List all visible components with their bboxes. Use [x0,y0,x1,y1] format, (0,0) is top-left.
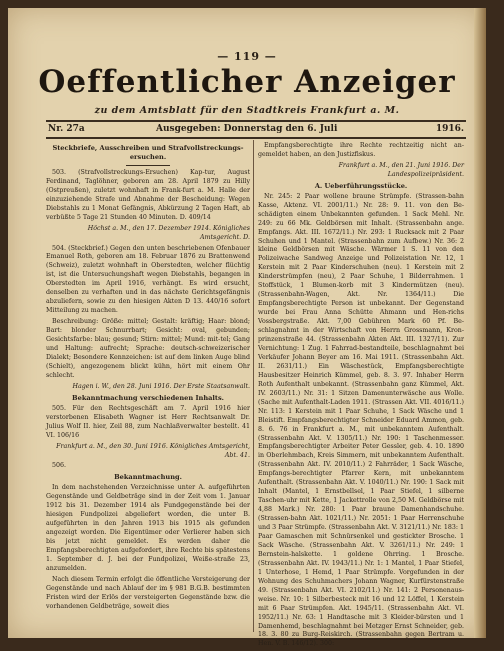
notice-506-number: 506. [52,462,67,470]
issue-number: Nr. 27a [48,124,85,134]
left-column [46,142,250,614]
found-items-list: Nr. 245: 2 Paar wollene braune Strümpfe. (Strassen-bahn Kasse, Aktenz. VI. 2001/11.) Nr. 28: 9. 11. von den Be-schädigten einem Unbekannten gefunden. 1 Sack Mehl. Nr. 249: zu 66 Mk. Geldbörsen mit Inhalt. (Strassenbahn ange. Empfangs. Akt. III. 1672/11.) Nr. 293: 1 Rucksack mit 2 Paar Schuhen und 1 Mantel. (Strassenbahn zum Aufbew.) Nr. 36: 2 kleine Geldbörsen mit Wäsche. Wärmer 1 S. 11 von den Polizeiwache Sandweg Anzeige und Polizeistation Nr. 12, 1 Kerstein mit 2 Paar Kinderschuhen (neu). 1 Kerstein mit 2 Kinderstrümpfen (neu), 2 Paar Schuhe, 1 Bilderrahmen. 1 Stoffstück, 1 Blumen-korb mit 3 Kindermützen (neu). (Strassenbahn-Wagen, Akt. Nr. 1364/11.) Die Empfangsberechtigte Person ist unbekannt. Der Gegenstand wurde bei Frau Anna Schütte Ahmann und Hen-richs Vossbergstraße. Akt. 7,00 Gebühren Mark 60 Pf. Be-schlagnahmt in der Wirtschaft von Herrn Grossmann, Kron-prinzenstraße 44. (Strassenbahn Akten Akt. III. 1327/11). Zur Vernichtung: 1 Zug. 1 Fahrrad-bestandteile, beschlagnahmt bei Verkäufer Johann Beyer am 16. Mai 1911. (Strassenbahn Akt. II. 2631/11.) Ein Wäschestück, Empfangsberechtigte Hausbesitzer Heinrich Kümmel, geb. 8. 3. 97. Inhaber Herrn Roth Aufenthalt unbekannt. (Strassenbahn ganz Kümmel, Akt. IV. 2603/11.) Nr. 31: 1 Sitzen Damenunterwäsche aus Wolle. (Sache mit Aufenthalt-Laden 1911. (Strassen Akt. VII. 4016/11.) Nr. 113: 1 Kerstein mit 1 Paar Schuhe, 1 Sack Wäsche und 1 Bleistift. Empfangsberechtigter Schneider Eduard Ammon, geb. 8. 6. 76 in Frankfurt a. M., mit unbekanntem Aufenthalt. (Strassenbahn Akt. V. 1305/11.) Nr. 190: 1 Taschenmesser. Empfangsberechtigter Arbeiter Peter Gessler, geb. 4. 10. 1890 in Oberlehmbach, Kreis Simmern, mit unbekanntem Aufenthalt. (Strassenbahn Akt. IV. 2010/11.) 2 Fahrräder, 1 Sack Wäsche, Empfangs-berechtigter Pfarrer Kern, mit unbekanntem Aufenthalt. (Strassenbahn Akt. V. 1040/11.) Nr. 190: 1 Sack mit Inhalt (Mantel, 1 Ernstbellsel, 1 Paar Stiefel, 1 silberne Taschen-uhr mit Kette, 1 Jackettrolle von 2,50 M. Geldbörse mit 4,88 Mark.) Nr. 280: 1 Paar braune Damenhandschuhe. (Strassen-bahn Akt. 1021/11.) Nr. 2051: 1 Paar Herrenschuhe und 3 Paar Strümpfe. (Strassenbahn Akt. V. 3121/11.) Nr. 183: 1 Paar Gamaschen mit Schnürsenkel und gestickter Brosche. 1 Sack Wäsche. (Strassenbahn Akt. V. 3261/11.) Nr. 249: 1 Bernstein-halskette. 1 goldene Ohrring. 1 Brosche. (Strassenbahn Akt. IV. 1943/11.) Nr. 1: 1 Mantel, 1 Paar Stiefel, 1 Unterhose, 1 Hemd, 1 Paar Strümpfe. Vorgefunden in der Wohnung des Schuhmachers Johann Wagner, Kurfürstenstraße 49. (Strassenbahn Akt. VI. 2102/11.) Nr. 141: 2 Personenaus-weise. Nr. 10: 1 Silberbesteck mit 16 und 12 Löffel, 1 Kerstein mit 6 Paar Strümpfen. Akt. 1945/11. (Strassenbahn Akt. VI. 1952/11.) Nr. 63: 1 Handtasche mit 3 Kleider-bürsten und 1 Damenhemd, beschlagnahmt bei Metzger Ernst Schneider, geb. 18. 3. 80 zu Burg-Reiskirch. (Strassenbahn gegen Bertram u. Hen. V. B. 146/12). 300: [258,192,464,648]
notice-504: 504. (Steckbrief.) Gegen den unten beschriebenen Ofenbauer Emanuel Roth, geboren am 18. Februar 1876 zu Brattenwend (Schweiz), zuletzt wohnhaft in Oberstedten, welcher flüchtig ist, ist die Untersuchungshaft wegen Diebstahls, begangen in Oberstedten im April 1916, verhängt. Es wird ersucht, denselben zu verhaften und in das nächste Gerichtsgefängnis abzuliefern, sowie zu den hiesigen Akten D 13. 440/16 sofort Mitteilung zu machen. [46,244,250,315]
newspaper-subtitle: zu dem Amtsblatt für den Stadtkreis Frankfurt a. M. [94,105,400,116]
notice-505-signature: Frankfurt a. M., den 30. Juni 1916. Königliches Amtsgericht, Abt. 41. [56,442,250,459]
notice-503-signature: Höchst a. M., den 17. Dezember 1914. Königliches Amtsgericht. D. [87,224,250,241]
page-number: — 119 — [217,50,277,63]
notice-505: 505. Für den Rechtsgeschäft am 7. April 1916 hier verstorbenen Elisabeth Wagner ist Herr Rechtsanwalt Dr. Julius Wolf II. hier, Zeil 88, zum Nachlaßverwalter bestellt. 41 VI. 106/16 [46,404,250,439]
header-rule-bottom [46,137,466,139]
issue-date: Ausgegeben: Donnerstag den 6. Juli [156,124,338,134]
header-rule-top [46,120,466,122]
issue-year: 1916. [435,124,464,134]
right-column [258,142,464,651]
page-edge [474,8,486,638]
notice-506-signature: Frankfurt a. M., den 21. Juni 1916. Der Landespolizeipräsident. [338,161,464,178]
notice-506-heading: Bekanntmachung. [114,473,182,482]
notice-503: 503. (Strafvollstreckungs-Ersuchen) Kap-tur, August Ferdinand, Taglöhner, geboren am 28. April 1879 zu Hilly (Ostpreußen), zuletzt wohnhaft in Frank-furt a. M. Halle der einzuziehende Strafe und Abnahme der Bescheidung: Wegen Diebstahls zu 1 Monat Gefängnis, Abkürzung 2 Tagen Haft, ab verbüßte 5 Tage 21 Stunden 40 Minuten. D. 409/14 [46,168,250,221]
newspaper-page [8,8,486,648]
section-heading-misc: Bekanntmachung verschiedenen Inhalts. [72,393,224,402]
section-heading-warrants: Steckbriefe, Ausschreiben und Strafvollstreckungs-ersuchen. [52,144,244,161]
notice-506-end: Empfangsberechtigte ihre Rechte rechtzeitig nicht an-gemeldet haben, an den Justizfiskus. [258,142,464,158]
notice-504-description: Beschreibung: Größe: mittel; Gestalt: kräftig; Haar: blond; Bart: blonder Schnurrbart; Gesicht: oval, gebunden; Gesichtsfarbe: blau; gesund; Stirn: mittel; Mund: mit-tel; Gang und Haltung: aufrecht; Sprache: deutsch-schweizerischer Dialekt; Besondere Kennzeichen: ist auf dem linken Auge blind (Schielt), angezogenem blickt kühn, hört mit einem Ohr schlecht. [46,318,250,379]
notice-506: In dem nachstehenden Verzeichnisse unter A. aufgeführten Gegenstände und Geldbeträge sind in der Zeit vom 1. Januar 1912 bis 31. Dezember 1914 als Fundgegenstände bei der hiesigen Fundpolizei abgeliefert worden, die unter B. aufgeführten in den Jahren 1913 bis 1915 als gefunden angezeigt worden. Die Eigentümer oder Verlierer haben sich bis jetzt nicht gemeldet. Es werden daher die Empfangsberechtigten aufgefordert, ihre Rechte bis spätestens 1. September d. J. bei der Fundpolizei, Weiße-straße 23, anzumelden. [46,484,250,572]
column-divider [253,140,254,632]
section-rule [126,165,170,166]
list-heading: A. Ueberführungsstücke. [314,181,408,190]
notice-506-continued: Nach diesem Termin erfolgt die öffentliche Versteigerung der Gegenstände und nach Ablauf der im § 981 B.G.B. bestimmten Fristen wird der Erlös der versteigerten Gegenstände bzw. die vorhandenen Geldbeträge, soweit dies [46,575,250,610]
newspaper-title: Oeffentlicher Anzeiger [38,64,456,100]
notice-504-signature: Hagen i. W., den 28. Juni 1916. Der Erste Staatsanwalt. [72,382,250,390]
